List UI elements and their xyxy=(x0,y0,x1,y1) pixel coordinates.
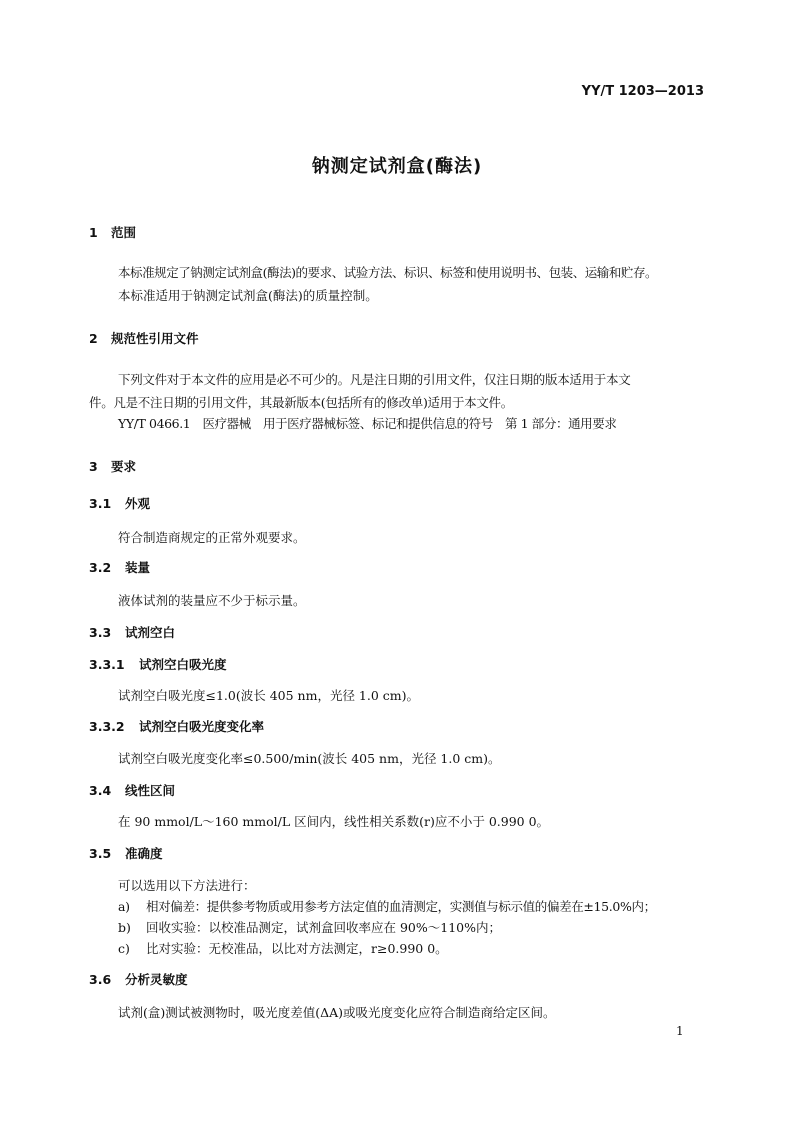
list-item: c) 比对实验：无校准品，以比对方法测定，r≥0.990 0。 xyxy=(118,941,448,956)
section-3-3-2-text: 试剂空白吸光度变化率≤0.500/min(波长 405 nm，光径 1.0 cm)。 xyxy=(118,751,501,766)
section-3-1-heading: 3.1 外观 xyxy=(89,496,151,511)
section-3-3-1-heading: 3.3.1 试剂空白吸光度 xyxy=(89,657,227,672)
section-3-6-heading: 3.6 分析灵敏度 xyxy=(89,972,188,987)
section-2-heading: 2 规范性引用文件 xyxy=(89,331,199,346)
section-3-4-heading: 3.4 线性区间 xyxy=(89,783,176,798)
section-3-6-text: 试剂(盒)测试被测物时，吸光度差值(ΔA)或吸光度变化应符合制造商给定区间。 xyxy=(118,1005,556,1020)
list-item: a) 相对偏差：提供参考物质或用参考方法定值的血清测定，实测值与标示值的偏差在±15.0%内； xyxy=(118,899,656,914)
section-3-3-1-text: 试剂空白吸光度≤1.0(波长 405 nm，光径 1.0 cm)。 xyxy=(118,688,419,703)
list-item: b) 回收实验：以校准品测定，试剂盒回收率应在 90%～110%内； xyxy=(118,920,501,935)
section-3-3-2-heading: 3.3.2 试剂空白吸光度变化率 xyxy=(89,719,265,734)
section-3-2-text: 液体试剂的装量应不少于标示量。 xyxy=(118,593,306,608)
section-2-paragraph-line-2: 件。凡是不注日期的引用文件，其最新版本(包括所有的修改单)适用于本文件。 xyxy=(89,395,513,410)
section-3-2-heading: 3.2 装量 xyxy=(89,560,151,575)
section-3-4-text: 在 90 mmol/L～160 mmol/L 区间内，线性相关系数(r)应不小于 0.990 0。 xyxy=(118,814,550,829)
section-2-reference: YY/T 0466.1 医疗器械 用于医疗器械标签、标记和提供信息的符号 第 1 部分：通用要求 xyxy=(118,416,617,431)
section-3-1-text: 符合制造商规定的正常外观要求。 xyxy=(118,530,306,545)
section-3-5-heading: 3.5 准确度 xyxy=(89,846,163,861)
page-title: 钠测定试剂盒(酶法) xyxy=(311,156,483,177)
section-3-5-intro: 可以选用以下方法进行： xyxy=(118,878,256,893)
page-number: 1 xyxy=(676,1024,684,1038)
section-1-heading: 1 范围 xyxy=(89,225,137,240)
section-1-paragraph-2: 本标准适用于钠测定试剂盒(酶法)的质量控制。 xyxy=(118,288,378,303)
standard-code: YY/T 1203—2013 xyxy=(581,84,704,99)
section-3-3-heading: 3.3 试剂空白 xyxy=(89,625,176,640)
section-3-heading: 3 要求 xyxy=(89,459,137,474)
section-1-paragraph-1: 本标准规定了钠测定试剂盒(酶法)的要求、试验方法、标识、标签和使用说明书、包装、运输和贮存。 xyxy=(118,265,658,280)
section-2-paragraph-line-1: 下列文件对于本文件的应用是必不可少的。凡是注日期的引用文件，仅注日期的版本适用于本文 xyxy=(118,372,631,387)
